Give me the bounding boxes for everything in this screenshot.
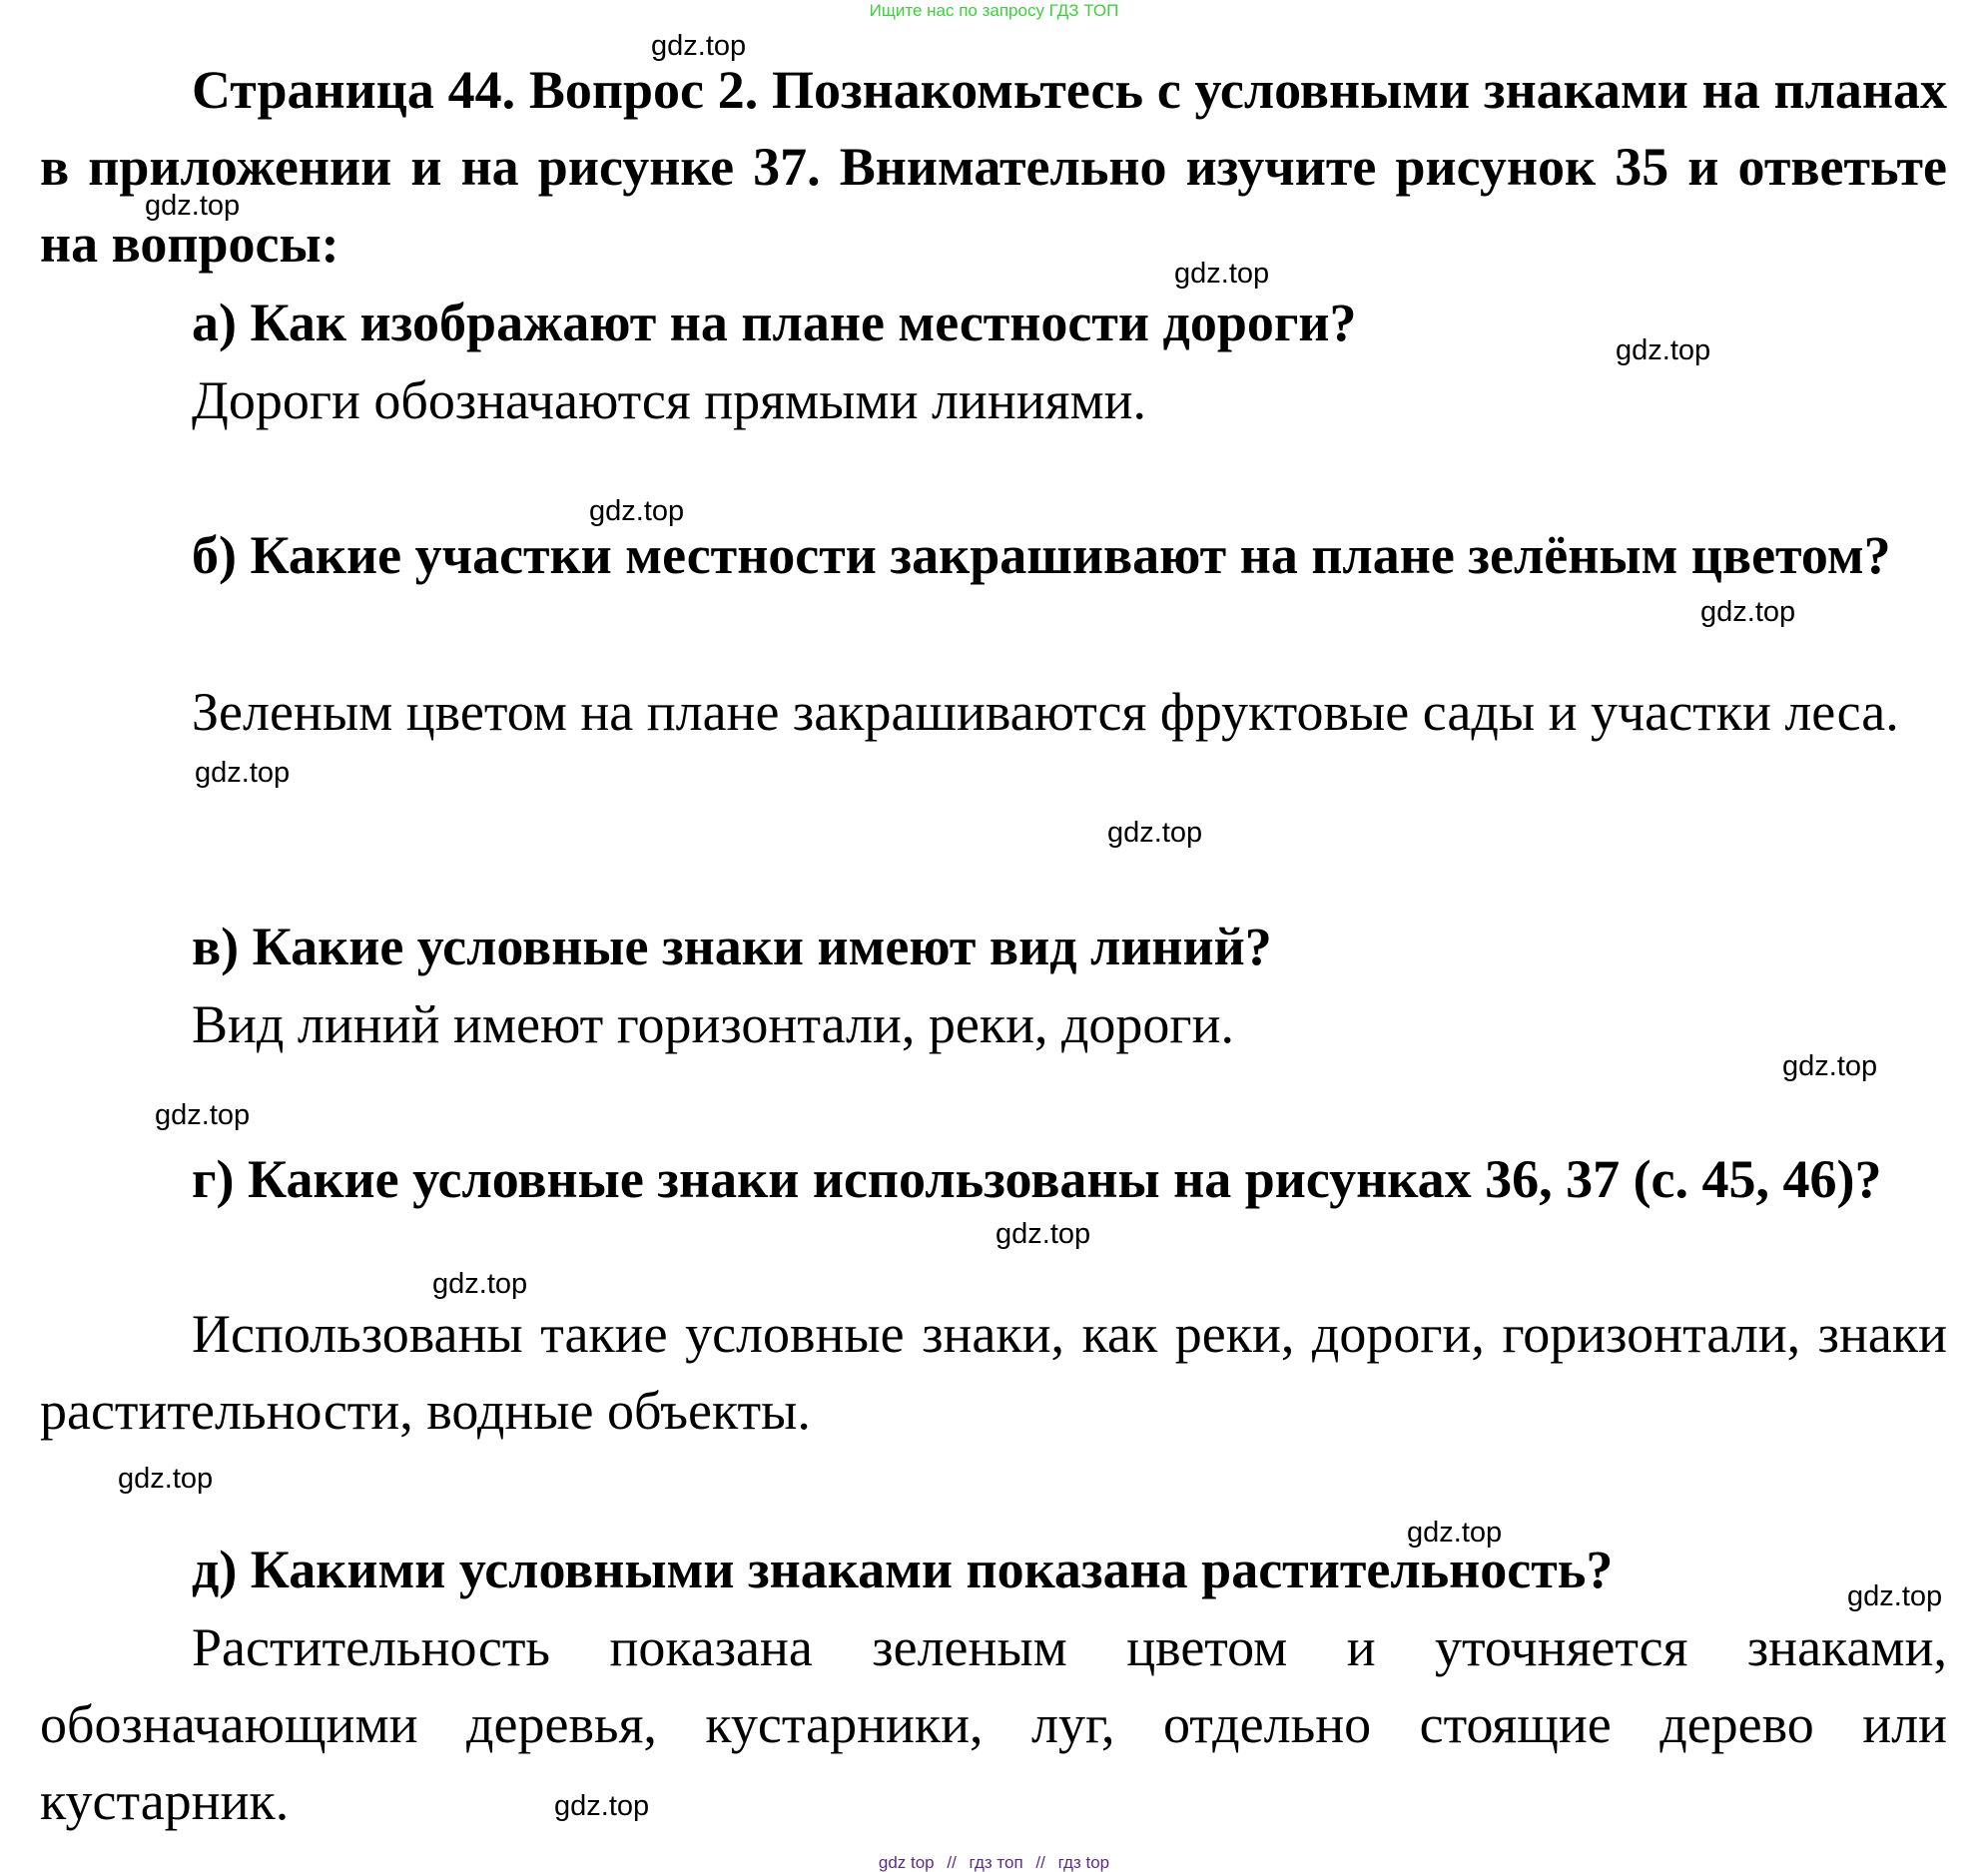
bottom-banner (0, 1854, 1988, 1872)
answer-b: Зеленым цветом на плане закрашиваются фруктовые сады и участки леса. (192, 682, 1899, 742)
watermark: gdz.top (589, 495, 685, 527)
answer-c: Вид линий имеют горизонтали, реки, дороги. (192, 994, 1234, 1054)
watermark: gdz.top (1107, 817, 1203, 849)
question-c: в) Какие условные знаки имеют вид линий? (192, 917, 1272, 976)
question-e: д) Какими условными знаками показана растительность? (192, 1540, 1614, 1599)
watermark: gdz.top (554, 1790, 650, 1822)
watermark: gdz.top (118, 1463, 214, 1495)
watermark: gdz.top (1616, 334, 1711, 366)
watermark: gdz.top (155, 1099, 251, 1131)
top-banner-link[interactable]: Ищите нас по запросу ГДЗ ТОП (869, 1, 1119, 20)
bottom-banner-link[interactable]: гдз топ (969, 1853, 1023, 1872)
question-d: г) Какие условные знаки использованы на рисунках 36, 37 (с. 45, 46)? (192, 1149, 1882, 1209)
question-a: а) Как изображают на плане местности дороги? (192, 293, 1357, 352)
watermark: gdz.top (651, 30, 747, 62)
question-b: б) Какие участки местности закрашивают на плане зелёным цветом? (192, 525, 1891, 585)
watermark: gdz.top (145, 190, 241, 222)
watermark: gdz.top (1174, 258, 1270, 290)
watermark: gdz.top (432, 1268, 528, 1300)
bottom-banner-link[interactable]: гдз top (1057, 1853, 1110, 1872)
bottom-banner-link[interactable]: gdz top (878, 1853, 935, 1872)
answer-a: Дороги обозначаются прямыми линиями. (192, 370, 1147, 430)
bottom-banner-separator: // (1035, 1853, 1045, 1872)
watermark: gdz.top (1847, 1580, 1943, 1612)
answer-d: Использованы такие условные знаки, как реки, дороги, горизонтали, знаки растительности, водные объекты. (40, 1304, 1947, 1441)
answer-e: Растительность показана зеленым цветом и уточняется знаками, обозначающими деревья, кустарники, луг, отдельно стоящие дерево или кустарник. (40, 1617, 1947, 1831)
page-title: Страница 44. Вопрос 2. Познакомьтесь с условными знаками на планах в приложении и на рисунке 37. Внимательно изучите рисунок 35 и ответьте на вопросы: (40, 60, 1947, 274)
watermark: gdz.top (995, 1218, 1091, 1250)
watermark: gdz.top (1700, 596, 1796, 628)
watermark: gdz.top (1407, 1517, 1503, 1549)
watermark: gdz.top (1782, 1050, 1878, 1082)
watermark: gdz.top (195, 757, 291, 789)
bottom-banner-separator: // (947, 1853, 957, 1872)
